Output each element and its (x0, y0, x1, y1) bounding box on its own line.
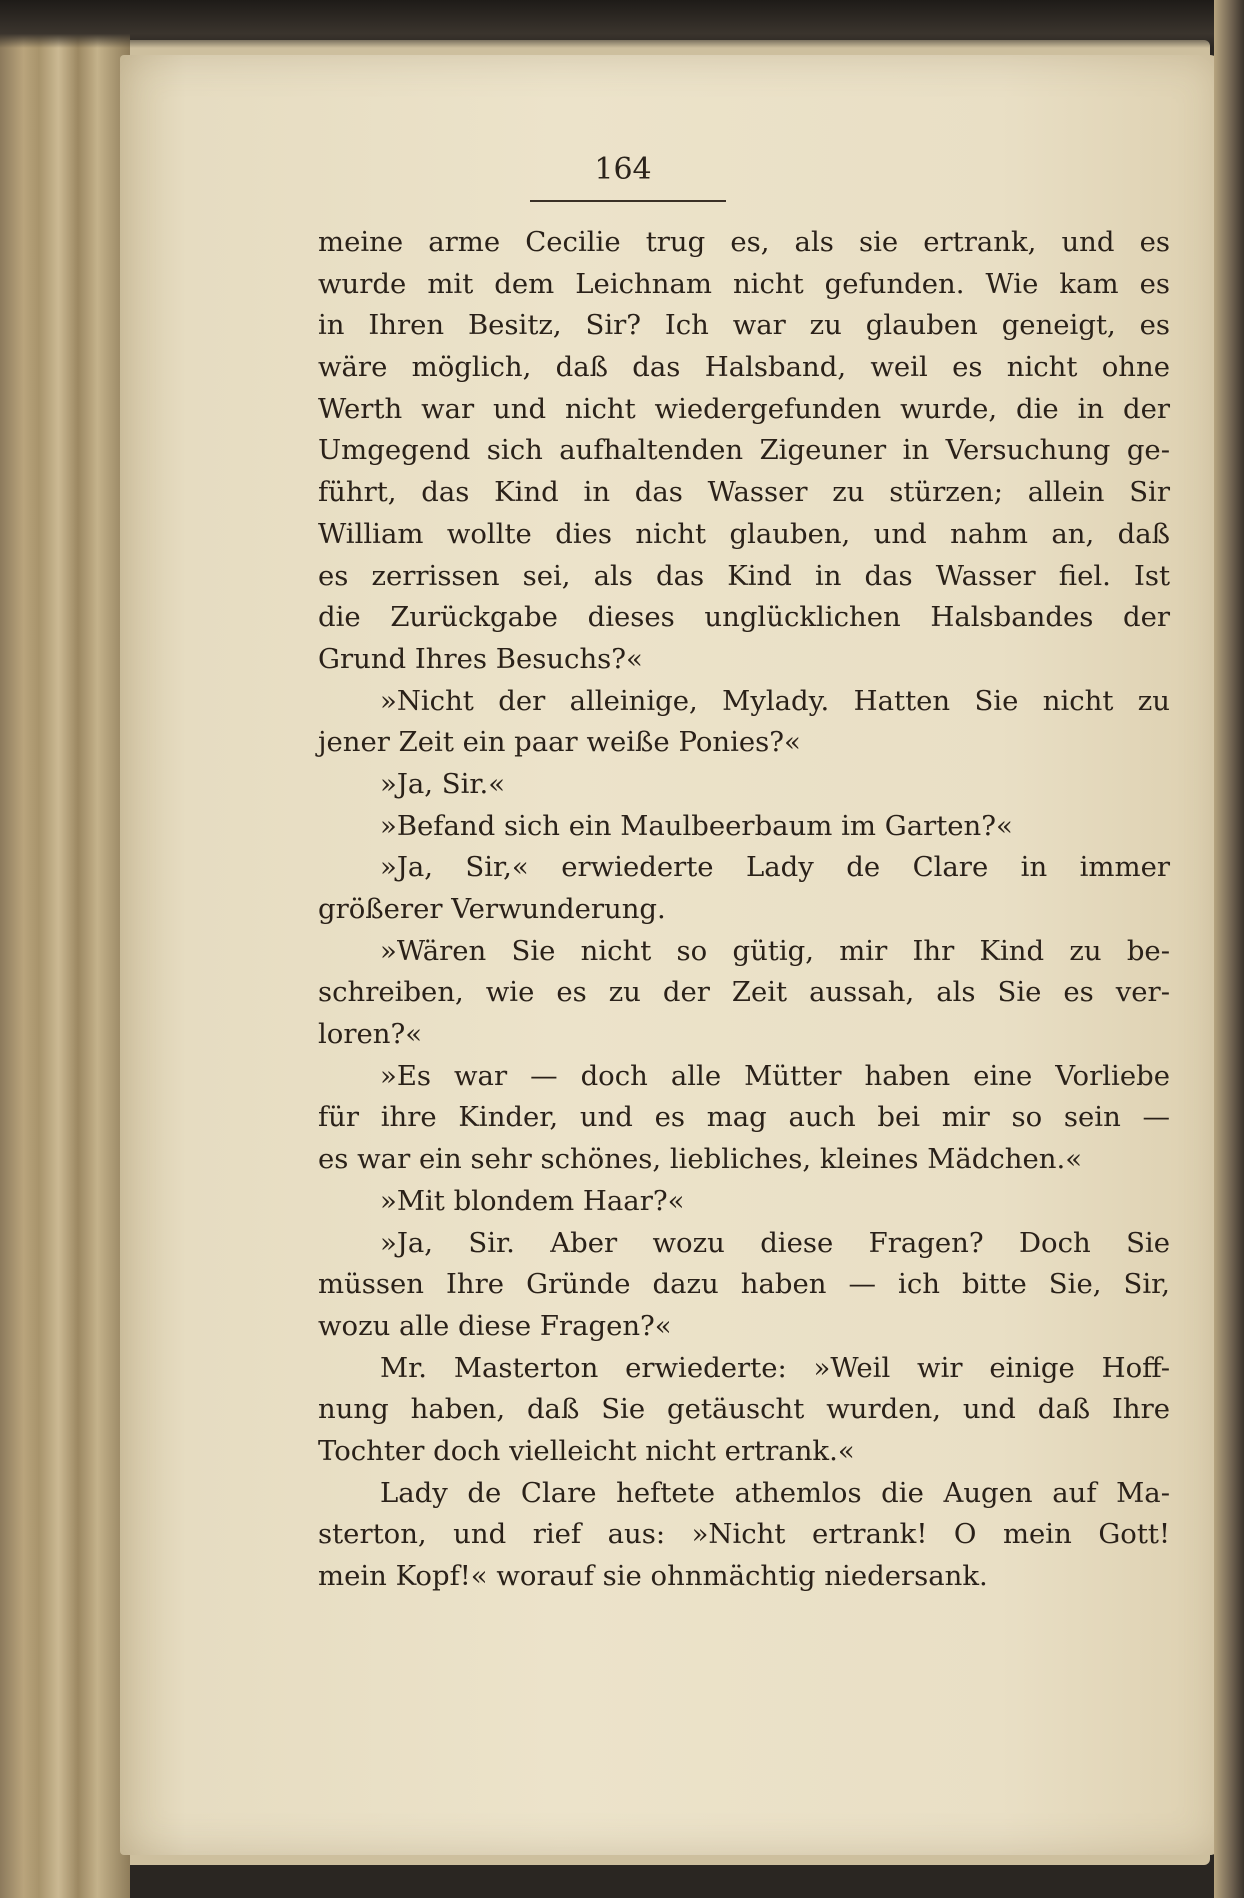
text-line: »Es war — doch alle Mütter haben eine Vorliebe (380, 1059, 1170, 1092)
text-line: Tochter doch vielleicht nicht ertrank.« (318, 1434, 855, 1467)
page-number: 164 (594, 152, 652, 187)
text-line: »Nicht der alleinige, Mylady. Hatten Sie nicht zu (380, 684, 1170, 717)
text-line: größerer Verwunderung. (318, 893, 666, 925)
text-line: für ihre Kinder, und es mag auch bei mir so sein — (318, 1101, 1170, 1134)
text-line: »Ja, Sir.« (380, 767, 506, 800)
text-line: sterton, und rief aus: »Nicht ertrank! O mein Gott! (318, 1518, 1170, 1551)
text-line: Lady de Clare heftete athemlos die Augen auf Ma- (380, 1476, 1170, 1509)
text-line: führt, das Kind in das Wasser zu stürzen; allein Sir (318, 476, 1170, 509)
text-line: meine arme Cecilie trug es, als sie ertrank, und es (318, 226, 1170, 258)
text-line: mein Kopf!« worauf sie ohnmächtig niedersank. (318, 1560, 988, 1592)
folio-rule (530, 200, 726, 202)
text-line: loren?« (318, 1018, 423, 1051)
text-line: »Mit blondem Haar?« (380, 1184, 685, 1217)
text-line: Mr. Masterton erwiederte: »Weil wir einige Hoff- (380, 1351, 1170, 1384)
text-line: »Befand sich ein Maulbeerbaum im Garten?« (380, 809, 1013, 842)
text-line: »Ja, Sir,« erwiederte Lady de Clare in immer (380, 851, 1170, 884)
text-line: müssen Ihre Gründe dazu haben — ich bitte Sie, Sir, (318, 1268, 1170, 1301)
text-line: jener Zeit ein paar weiße Ponies?« (318, 726, 801, 759)
text-line: wurde mit dem Leichnam nicht gefunden. Wie kam es (318, 267, 1170, 300)
body-text (318, 222, 1170, 1598)
top-cover-shadow (0, 0, 1244, 48)
text-line: »Wären Sie nicht so gütig, mir Ihr Kind zu be- (380, 934, 1170, 967)
text-line: es war ein sehr schönes, liebliches, kleines Mädchen.« (318, 1143, 1083, 1176)
page-edges (0, 0, 130, 1898)
text-line: wäre möglich, daß das Halsband, weil es nicht ohne (318, 351, 1170, 384)
text-line: in Ihren Besitz, Sir? Ich war zu glauben geneigt, es (318, 309, 1170, 342)
text-line: William wollte dies nicht glauben, und nahm an, daß (318, 517, 1170, 550)
text-line: Umgegend sich aufhaltenden Zigeuner in Versuchung ge- (318, 434, 1170, 467)
text-line: schreiben, wie es zu der Zeit aussah, als Sie es ver- (318, 976, 1170, 1009)
right-cover-edge (1214, 0, 1244, 1898)
text-line: die Zurückgabe dieses unglücklichen Halsbandes der (318, 601, 1170, 634)
text-line: es zerrissen sei, als das Kind in das Wasser fiel. Ist (318, 559, 1170, 592)
text-line: Grund Ihres Besuchs?« (318, 642, 643, 675)
text-line: Werth war und nicht wiedergefunden wurde, die in der (318, 392, 1170, 425)
text-line: nung haben, daß Sie getäuscht wurden, und daß Ihre (318, 1393, 1170, 1426)
text-line: »Ja, Sir. Aber wozu diese Fragen? Doch Sie (380, 1226, 1170, 1259)
text-line: wozu alle diese Fragen?« (318, 1309, 672, 1342)
